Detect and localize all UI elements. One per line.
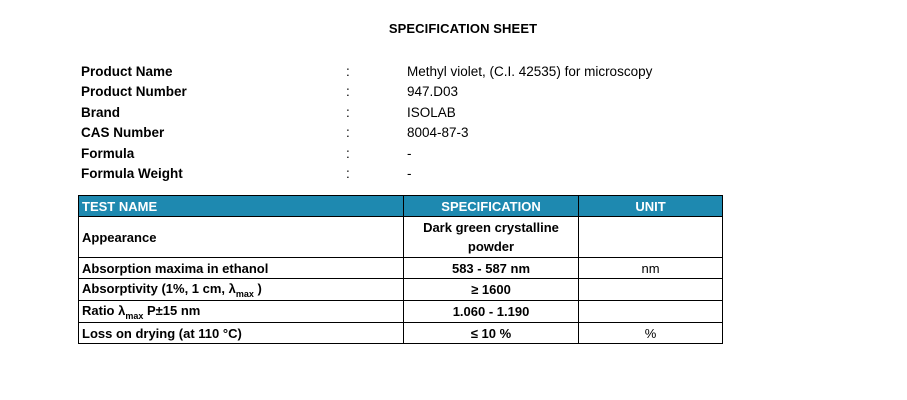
table-row bbox=[79, 217, 723, 258]
test-name-text: Absorptivity (1%, 1 cm, λ bbox=[82, 281, 236, 296]
info-value: - bbox=[407, 166, 412, 181]
info-row-cas-number bbox=[0, 125, 907, 145]
column-header-specification: SPECIFICATION bbox=[404, 196, 579, 217]
test-name-text: ) bbox=[253, 281, 262, 296]
info-row-formula bbox=[0, 146, 907, 166]
specification-table bbox=[78, 195, 723, 344]
subscript: max bbox=[235, 289, 254, 299]
specification-line: Dark green crystalline bbox=[423, 220, 559, 235]
table-header-row bbox=[79, 196, 723, 217]
subscript: max bbox=[125, 311, 144, 321]
info-colon: : bbox=[346, 146, 350, 161]
info-label: Formula bbox=[81, 146, 135, 161]
sheet-title: SPECIFICATION SHEET bbox=[388, 21, 538, 36]
specification-cell: 1.060 - 1.190 bbox=[404, 301, 579, 323]
specification-cell: ≤ 10 % bbox=[404, 323, 579, 344]
info-colon: : bbox=[346, 166, 350, 181]
info-row-product-name bbox=[0, 64, 907, 84]
test-name-cell bbox=[79, 279, 404, 301]
specification-line: powder bbox=[467, 239, 515, 254]
info-colon: : bbox=[346, 105, 350, 120]
test-name-cell: Loss on drying (at 110 °C) bbox=[79, 323, 404, 344]
table-row bbox=[79, 258, 723, 279]
column-header-test-name: TEST NAME bbox=[79, 196, 404, 217]
info-value: - bbox=[407, 146, 412, 161]
unit-cell: % bbox=[579, 323, 723, 344]
table-row bbox=[79, 279, 723, 301]
unit-cell: nm bbox=[579, 258, 723, 279]
info-row-product-number bbox=[0, 84, 907, 104]
info-label: Brand bbox=[81, 105, 121, 120]
info-colon: : bbox=[346, 125, 350, 140]
test-name-cell: Appearance bbox=[79, 217, 404, 258]
info-label: Product Number bbox=[81, 84, 187, 99]
unit-cell bbox=[579, 301, 723, 323]
specification-cell bbox=[404, 217, 579, 258]
test-name-cell bbox=[79, 301, 404, 323]
column-header-unit: UNIT bbox=[579, 196, 723, 217]
unit-cell bbox=[579, 217, 723, 258]
specification-cell: 583 - 587 nm bbox=[404, 258, 579, 279]
table-row bbox=[79, 323, 723, 344]
specification-cell: ≥ 1600 bbox=[404, 279, 579, 301]
info-label: Formula Weight bbox=[81, 166, 183, 181]
info-colon: : bbox=[346, 64, 350, 79]
table-row bbox=[79, 301, 723, 323]
info-row-brand bbox=[0, 105, 907, 125]
info-colon: : bbox=[346, 84, 350, 99]
info-value: 8004-87-3 bbox=[407, 125, 469, 140]
test-name-text: Ratio λ bbox=[82, 303, 126, 318]
info-row-formula-weight bbox=[0, 166, 907, 186]
info-value: 947.D03 bbox=[407, 84, 459, 99]
info-value: Methyl violet, (C.I. 42535) for microscopy bbox=[407, 64, 653, 79]
info-label: CAS Number bbox=[81, 125, 165, 140]
info-value: ISOLAB bbox=[407, 105, 456, 120]
info-label: Product Name bbox=[81, 64, 173, 79]
unit-cell bbox=[579, 279, 723, 301]
test-name-text: P±15 nm bbox=[143, 303, 201, 318]
test-name-cell: Absorption maxima in ethanol bbox=[79, 258, 404, 279]
